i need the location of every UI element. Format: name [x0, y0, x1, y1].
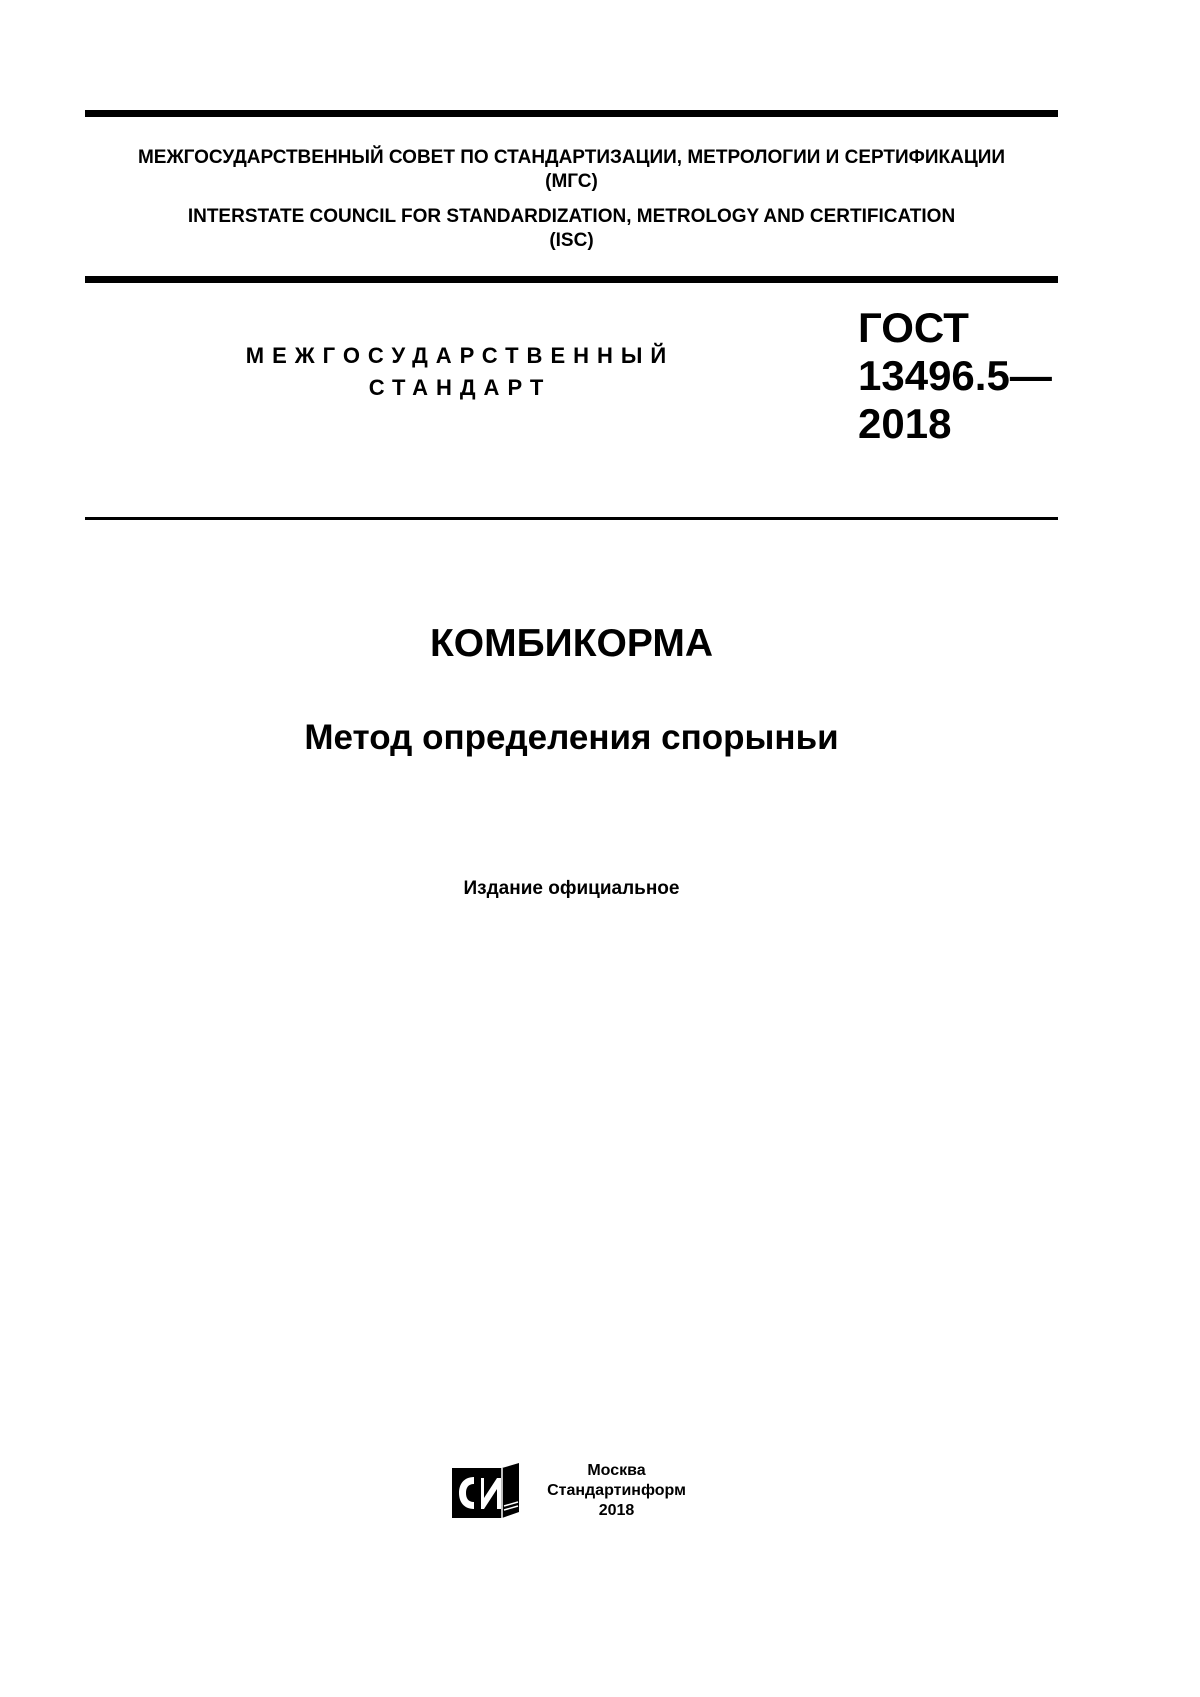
- standard-kind-line1: МЕЖГОСУДАРСТВЕННЫЙ: [245, 343, 675, 368]
- publisher-city: Москва: [587, 1462, 646, 1479]
- publisher-year: 2018: [598, 1502, 635, 1519]
- gost-label: ГОСТ: [858, 304, 969, 351]
- council-abbr-en: (ISC): [549, 230, 594, 251]
- standartinform-logo-icon: [451, 1462, 521, 1519]
- standard-kind-line2: СТАНДАРТ: [368, 375, 552, 400]
- gost-designation: [858, 304, 1052, 448]
- publisher-name: Стандартинформ: [547, 1482, 686, 1499]
- standard-kind: [220, 340, 700, 404]
- gost-number: 13496.5—: [858, 352, 1052, 399]
- publisher-imprint: [540, 1461, 693, 1521]
- edition-note: Издание официальное: [463, 878, 680, 899]
- council-name-ru: [85, 146, 1058, 194]
- middle-rule: [85, 276, 1058, 283]
- thin-rule: [85, 517, 1058, 520]
- council-name-en: [85, 205, 1058, 253]
- document-subtitle: Метод определения спорыньи: [304, 718, 839, 757]
- gost-year: 2018: [858, 400, 952, 447]
- top-rule: [85, 110, 1058, 117]
- council-name-ru-text: МЕЖГОСУДАРСТВЕННЫЙ СОВЕТ ПО СТАНДАРТИЗАЦИИ, МЕТРОЛОГИИ И СЕРТИФИКАЦИИ: [137, 147, 1006, 168]
- council-abbr-ru: (МГС): [545, 171, 598, 192]
- document-title: КОМБИКОРМА: [430, 622, 713, 665]
- council-name-en-text: INTERSTATE COUNCIL FOR STANDARDIZATION, METROLOGY AND CERTIFICATION: [187, 206, 956, 227]
